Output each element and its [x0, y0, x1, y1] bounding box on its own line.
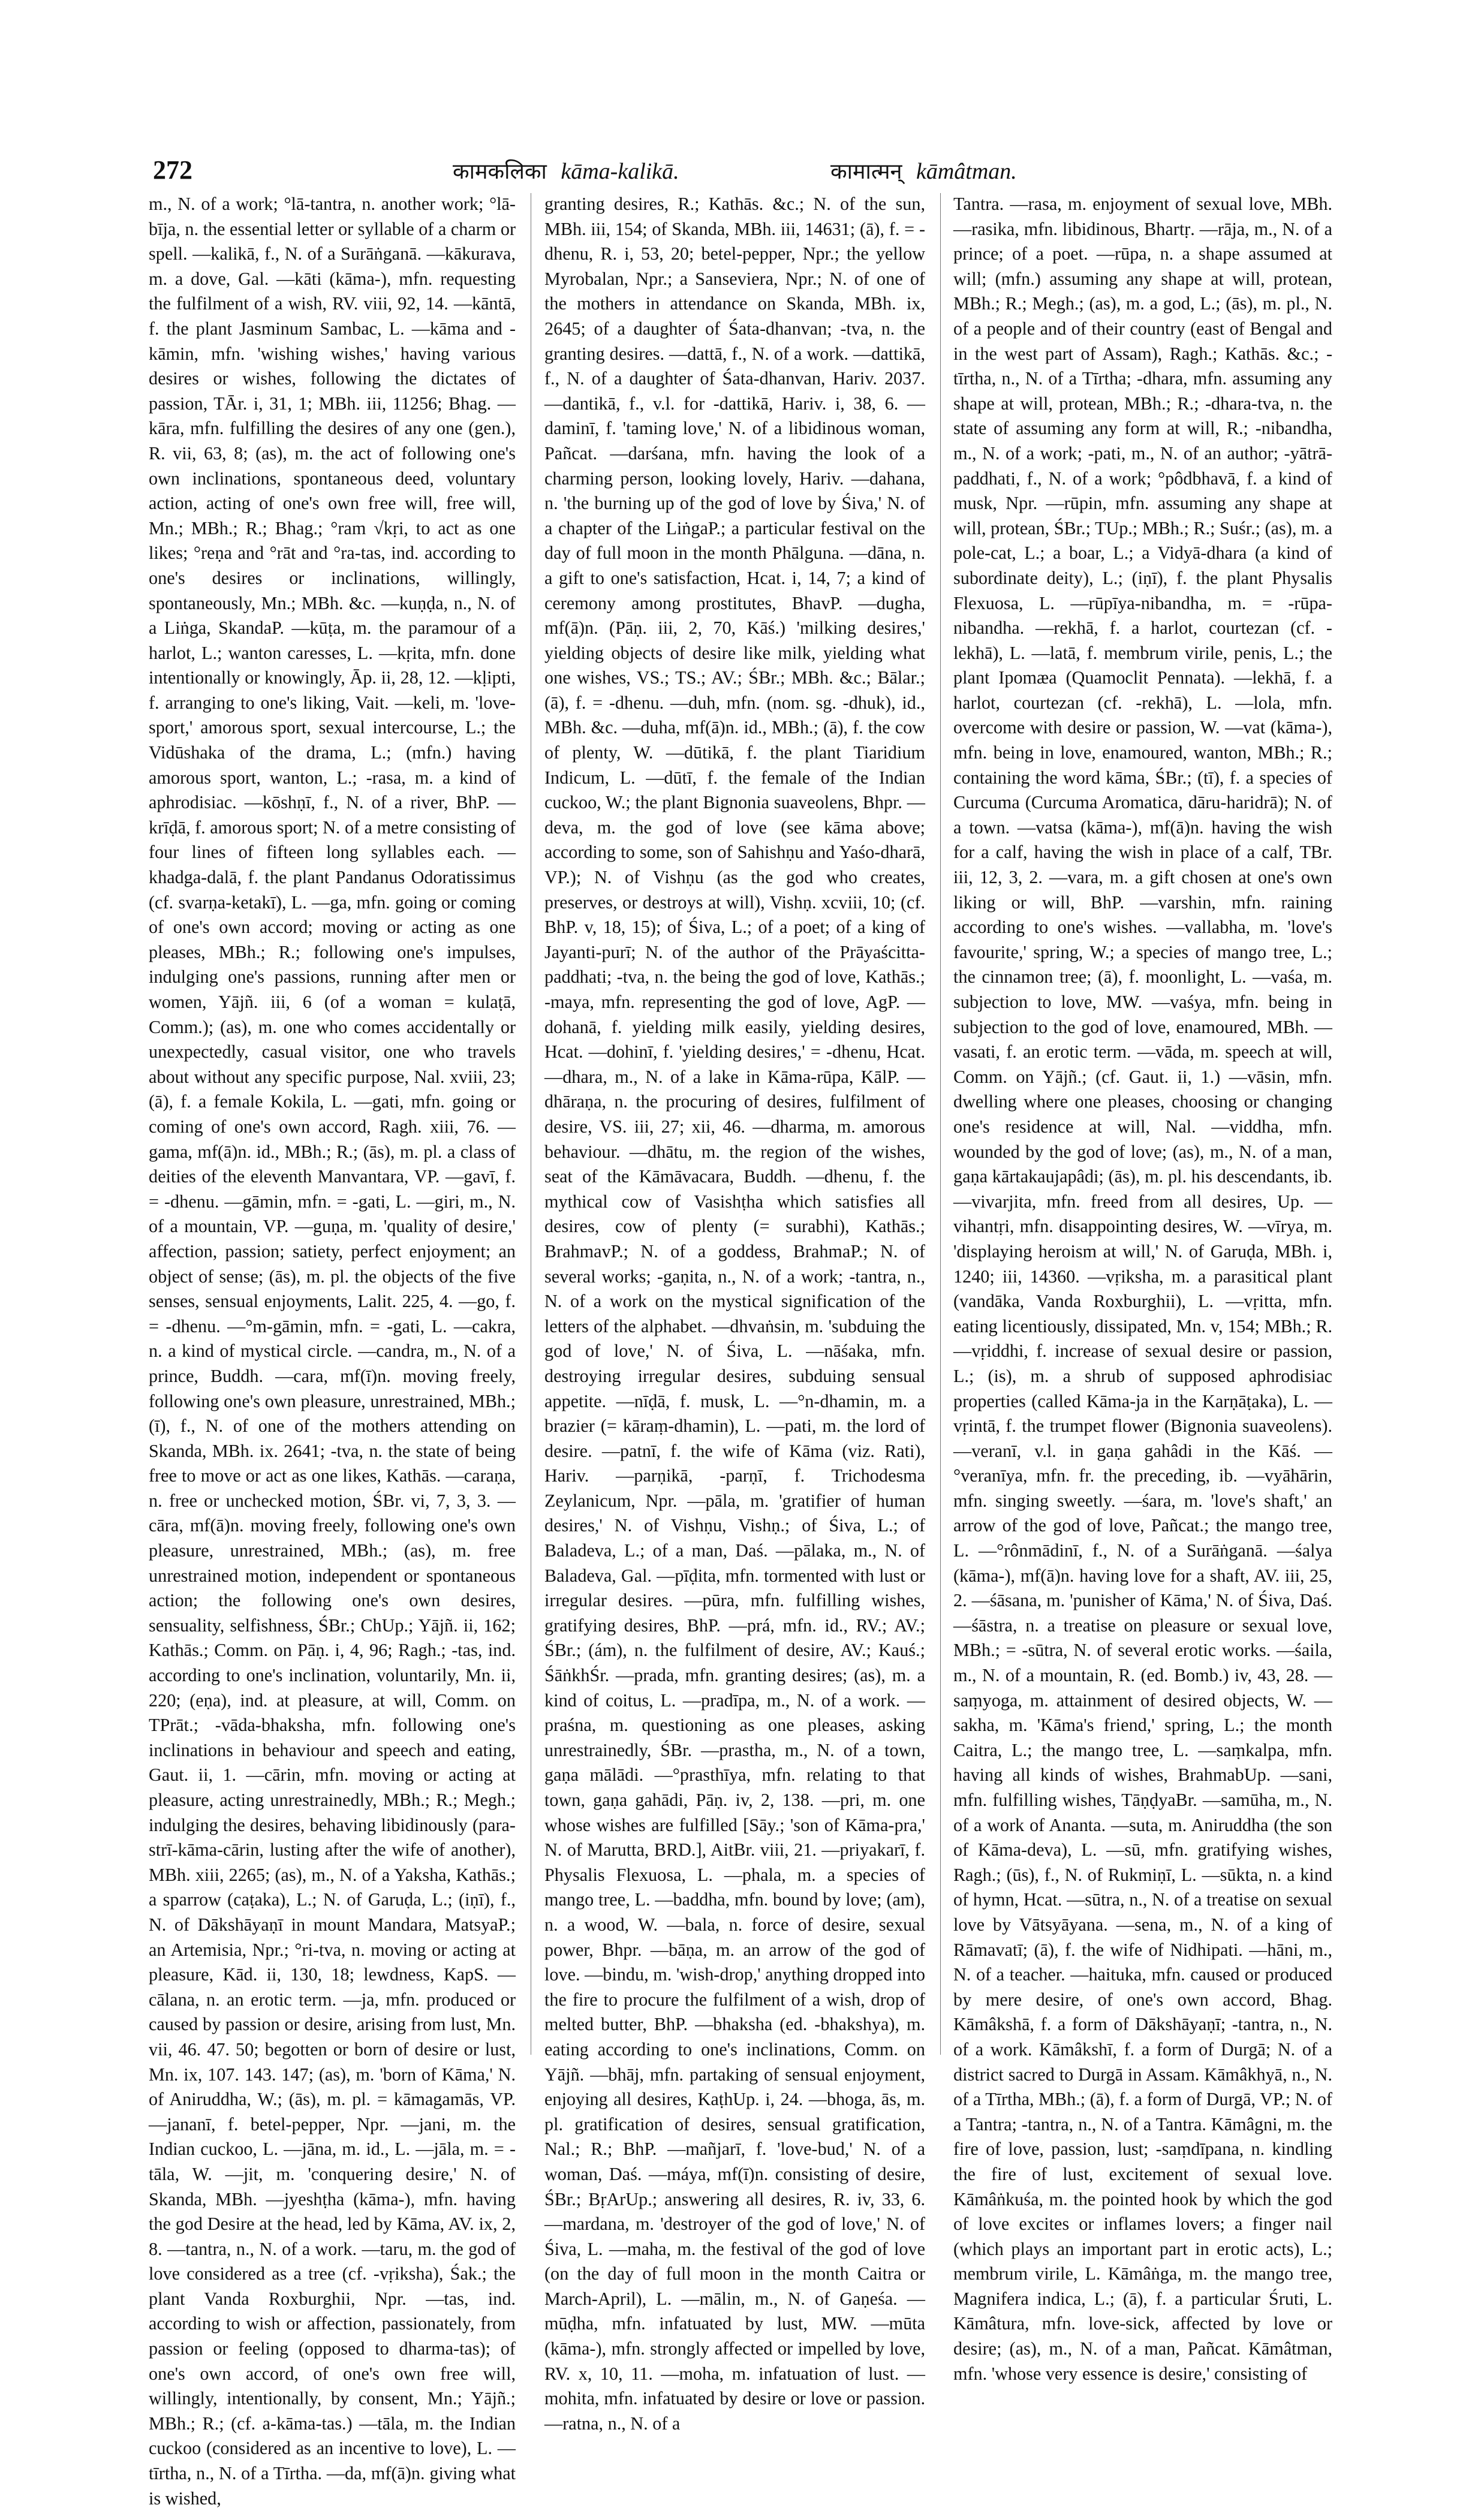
page-header — [153, 155, 1352, 188]
right-headword-transliteration: kāmâtman. — [916, 159, 1017, 184]
column-text: granting desires, R.; Kathās. &c.; N. of the sun, MBh. iii, 154; of Skanda, MBh. iii, 14631; (ā), f. = -dhenu, R. i, 53, 20; betel-pepper, Npr.; the yellow Myrobalan, Npr.; a Sanseviera, Npr.; N. of one of the mothers in attendance on Skanda, MBh. ix, 2645; of a daughter of Śata-dhanvan; -tva, n. the granting desires. —dattā, f., N. of a work. —dattikā, f., N. of a daughter of Śata-dhanvan, Hariv. 2037. —dantikā, f., v.l. for -dattikā, Hariv. i, 38, 6. —daminī, f. 'taming love,' N. of a libidinous woman, Pañcat. —darśana, mfn. having the look of a charming person, looking lovely, Hariv. —dahana, n. 'the burning up of the god of love by Śiva,' N. of a chapter of the LiṅgaP.; a particular festival on the day of full moon in the month Phālguna. —dāna, n. a gift to one's satisfaction, Hcat. i, 14, 7; a kind of ceremony among prostitutes, BhavP. —dugha, mf(ā)n. (Pāṇ. iii, 2, 70, Kāś.) 'milking desires,' yielding objects of desire like milk, yielding what one wishes, VS.; TS.; AV.; ŚBr.; MBh. &c.; Bālar.; (ā), f. = -dhenu. —duh, mfn. (nom. sg. -dhuk), id., MBh. &c. —duha, mf(ā)n. id., MBh.; (ā), f. the cow of plenty, W. —dūtikā, f. the plant Tiaridium Indicum, L. —dūtī, f. the female of the Indian cuckoo, W.; the plant Bignonia suaveolens, Bhpr. —deva, m. the god of love (see kāma above; according to some, son of Sahishṇu and Yaśo-dharā, VP.); N. of Vishṇu (as the god who creates, preserves, or destroys at will), Vishṇ. xcviii, 10; (cf. BhP. v, 18, 15); of Śiva, L.; of a poet; of a king of Jayanti-purī; N. of the author of the Prāyaścitta-paddhati; -tva, n. the being the god of love, Kathās.; -maya, mfn. representing the god of love, AgP. —dohanā, f. yielding milk easily, yielding desires, Hcat. —dohinī, f. 'yielding desires,' = -dhenu, Hcat. —dhara, m., N. of a lake in Kāma-rūpa, KālP. —dhāraṇa, n. the procuring of desires, fulfilment of desire, VS. iii, 27; xii, 46. —dharma, m. amorous behaviour. —dhātu, m. the region of the wishes, seat of the Kāmāvacara, Buddh. —dhenu, f. the mythical cow of Vasishṭha which satisfies all desires, cow of plenty (= surabhi), Kathās.; BrahmavP.; N. of a goddess, BrahmaP.; N. of several works; -gaṇita, n., N. of a work; -tantra, n., N. of a work on the mystical signification of the letters of the alphabet. —dhvaṅsin, m. 'subduing the god of love,' N. of Śiva, L. —nāśaka, mfn. destroying irregular desires, subduing sensual appetite. —nīḍā, f. musk, L. —°n-dhamin, m. a brazier (= kāraṃ-dhamin), L. —pati, m. the lord of desire. —patnī, f. the wife of Kāma (viz. Rati), Hariv. —parṇikā, -parṇī, f. Trichodesma Zeylanicum, Npr. —pāla, m. 'gratifier of human desires,' N. of Vishṇu, Vishṇ.; of Śiva, L.; of Baladeva, L.; of a man, Daś. —pālaka, m., N. of Baladeva, Gal. —pīḍita, mfn. tormented with lust or irregular desires. —pūra, mfn. fulfilling wishes, gratifying desires, BhP. —prá, mfn. id., RV.; AV.; ŚBr.; (ám), n. the fulfilment of desire, AV.; Kauś.; ŚāṅkhŚr. —prada, mfn. granting desires; (as), m. a kind of coitus, L. —pradīpa, m., N. of a work. —praśna, m. questioning as one pleases, asking unrestrainedly, ŚBr. —prastha, m., N. of a town, gaṇa mālādi. —°prasthīya, mfn. relating to that town, gaṇa gahādi, Pāṇ. iv, 2, 138. —pri, m. one whose wishes are fulfilled [Sāy.; 'son of Kāma-pra,' N. of Marutta, BRD.], AitBr. viii, 21. —priyakarī, f. Physalis Flexuosa, L. —phala, m. a species of mango tree, L. —baddha, mfn. bound by love; (am), n. a wood, W. —bala, n. force of desire, sexual power, Bhpr. —bāṇa, m. an arrow of the god of love. —bindu, m. 'wish-drop,' anything dropped into the fire to procure the fulfilment of a wish, drop of melted butter, BhP. —bhaksha (ed. -bhakshya), m. eating according to one's inclinations, Comm. on Yājñ. —bhāj, mfn. partaking of sensual enjoyment, enjoying all desires, KaṭhUp. i, 24. —bhoga, ās, m. pl. gratification of desires, sensual gratification, Nal.; R.; BhP. —mañjarī, f. 'love-bud,' N. of a woman, Daś. —máya, mf(ī)n. consisting of desire, ŚBr.; BṛArUp.; answering all desires, R. iv, 33, 6. —mardana, m. 'destroyer of the god of love,' N. of Śiva, L. —maha, m. the festival of the god of love (on the day of full moon in the month Caitra or March-April), L. —mālin, m., N. of Gaṇeśa. —mūḍha, mfn. infatuated by lust, MW. —mūta (kāma-), mfn. strongly affected or impelled by love, RV. x, 10, 11. —moha, m. infatuation of lust. —mohita, mfn. infatuated by desire or love or passion. —ratna, n., N. of a — [544, 194, 925, 2434]
column-divider — [940, 193, 941, 2055]
right-headword-devanagari: कामात्मन् — [830, 159, 902, 184]
right-running-headword — [830, 156, 1017, 185]
text-column-middle — [544, 192, 925, 2434]
left-headword-devanagari: कामकलिका — [453, 159, 547, 184]
column-text: m., N. of a work; °lā-tantra, n. another work; °lā-bīja, n. the essential letter or syllable of a charm or spell. —kalikā, f., N. of a Surāṅganā. —kākurava, m. a dove, Gal. —kāti (kāma-), mfn. requesting the fulfilment of a wish, RV. viii, 92, 14. —kāntā, f. the plant Jasminum Sambac, L. —kāma and -kāmin, mfn. 'wishing wishes,' having various desires or wishes, following the dictates of passion, TĀr. i, 31, 1; MBh. iii, 11256; Bhag. —kāra, mfn. fulfilling the desires of any one (gen.), R. vii, 63, 8; (as), m. the act of following one's own inclinations, spontaneous deed, voluntary action, acting of one's own free will, free will, Mn.; MBh.; R.; Bhag.; °ram √kṛi, to act as one likes; °reṇa and °rāt and °ra-tas, ind. according to one's desires or inclinations, willingly, spontaneously, Mn.; MBh. &c. —kuṇḍa, n., N. of a Liṅga, SkandaP. —kūṭa, m. the paramour of a harlot, L.; wanton caresses, L. —kṛita, mfn. done intentionally or knowingly, Āp. ii, 28, 12. —kḷipti, f. arranging to one's liking, Vait. —keli, m. 'love-sport,' amorous sport, sexual intercourse, L.; the Vidūshaka of the drama, L.; (mfn.) having amorous sport, wanton, L.; -rasa, m. a kind of aphrodisiac. —kōshṇī, f., N. of a river, BhP. —krīḍā, f. amorous sport; N. of a metre consisting of four lines of fifteen long syllables each. —khadga-dalā, f. the plant Pandanus Odoratissimus (cf. svarṇa-ketakī), L. —ga, mfn. going or coming of one's own accord; moving or acting as one pleases, MBh.; R.; following one's impulses, indulging one's passions, running after men or women, Yājñ. iii, 6 (of a woman = kulaṭā, Comm.); (as), m. one who comes accidentally or unexpectedly, casual visitor, one who travels about without any specific purpose, Nal. xviii, 23; (ā), f. a female Kokila, L. —gati, mfn. going or coming of one's own accord, Ragh. xiii, 76. —gama, mf(ā)n. id., MBh.; R.; (ās), m. pl. a class of deities of the eleventh Manvantara, VP. —gavī, f. = -dhenu. —gāmin, mfn. = -gati, L. —giri, m., N. of a mountain, VP. —guṇa, m. 'quality of desire,' affection, passion; satiety, perfect enjoyment; an object of sense; (ās), m. pl. the objects of the five senses, sensual enjoyments, Lalit. 225, 4. —go, f. = -dhenu. —°m-gāmin, mfn. = -gati, L. —cakra, n. a kind of mystical circle. —candra, m., N. of a prince, Buddh. —cara, mf(ī)n. moving freely, following one's own pleasure, unrestrained, MBh.; (ī), f., N. of one of the mothers attending on Skanda, MBh. ix. 2641; -tva, n. the state of being free to move or act as one likes, Kathās. —caraṇa, n. free or unchecked motion, ŚBr. vi, 7, 3, 3. —cāra, mf(ā)n. moving freely, following one's own pleasure, unrestrained, MBh.; (as), m. free unrestrained motion, independent or spontaneous action; the following one's own desires, sensuality, selfishness, ŚBr.; ChUp.; Yājñ. ii, 162; Kathās.; Comm. on Pāṇ. i, 4, 96; Ragh.; -tas, ind. according to one's inclination, voluntarily, Mn. ii, 220; (eṇa), ind. at pleasure, at will, Comm. on TPrāt.; -vāda-bhaksha, mfn. following one's inclinations in behaviour and speech and eating, Gaut. ii, 1. —cārin, mfn. moving or acting at pleasure, acting unrestrainedly, MBh.; R.; Megh.; indulging the desires, behaving libidinously (para-strī-kāma-cārin, lusting after the wife of another), MBh. xiii, 2265; (as), m., N. of a Yaksha, Kathās.; a sparrow (caṭaka), L.; N. of Garuḍa, L.; (iṇī), f., N. of Dākshāyaṇī in mount Mandara, MatsyaP.; an Artemisia, Npr.; °ri-tva, n. moving or acting at pleasure, Kād. ii, 130, 18; lewdness, KapS. —cālana, n. an erotic term. —ja, mfn. produced or caused by passion or desire, arising from lust, Mn. vii, 46. 47. 50; begotten or born of desire or lust, Mn. ix, 107. 143. 147; (as), m. 'born of Kāma,' N. of Aniruddha, W.; (ās), m. pl. = kāmagamās, VP. —jananī, f. betel-pepper, Npr. —jani, m. the Indian cuckoo, L. —jāna, m. id., L. —jāla, m. = -tāla, W. —jit, m. 'conquering desire,' N. of Skanda, MBh. —jyeshṭha (kāma-), mfn. having the god Desire at the head, led by Kāma, AV. ix, 2, 8. —tantra, n., N. of a work. —taru, m. the god of love considered as a tree (cf. -vṛiksha), Śak.; the plant Vanda Roxburghii, Npr. —tas, ind. according to wish or affection, passionately, from passion or feeling (opposed to dharma-tas); of one's own accord, of one's own free will, willingly, intentionally, by consent, Mn.; Yājñ.; MBh.; R.; (cf. a-kāma-tas.) —tāla, m. the Indian cuckoo (considered as an incentive to love), L. —tīrtha, n., N. of a Tīrtha. —da, mf(ā)n. giving what is wished, — [149, 194, 516, 2509]
left-running-headword — [453, 156, 679, 185]
page-number: 272 — [153, 155, 192, 185]
left-headword-transliteration: kāma-kalikā. — [561, 159, 679, 184]
column-text: Tantra. —rasa, m. enjoyment of sexual love, MBh. —rasika, mfn. libidinous, Bhartṛ. —rāja, m., N. of a prince; of a poet. —rūpa, n. a shape assumed at will; (mfn.) assuming any shape at will, protean, MBh.; R.; Megh.; (as), m. a god, L.; (ās), m. pl., N. of a people and of their country (east of Bengal and in the west part of Assam), Ragh.; Kathās. &c.; -tīrtha, n., N. of a Tīrtha; -dhara, mfn. assuming any shape at will, protean, MBh.; R.; -dhara-tva, n. the state of assuming any form at will, R.; -nibandha, m., N. of a work; -pati, m., N. of an author; -yātrā-paddhati, f., N. of a work; °pôdbhavā, f. a kind of musk, Npr. —rūpin, mfn. assuming any shape at will, protean, ŚBr.; TUp.; MBh.; R.; Suśr.; (as), m. a pole-cat, L.; a boar, L.; a Vidyā-dhara (a kind of subordinate deity), L.; (iṇī), f. the plant Physalis Flexuosa, L. —rūpīya-nibandha, m. = -rūpa-nibandha. —rekhā, f. a harlot, courtezan (cf. -lekhā), L. —latā, f. membrum virile, penis, L.; the plant Ipomæa (Quamoclit Pennata). —lekhā, f. a harlot, courtezan (cf. -rekhā), L. —lola, mfn. overcome with desire or passion, W. —vat (kāma-), mfn. being in love, enamoured, wanton, MBh.; R.; containing the word kāma, ŚBr.; (tī), f. a species of Curcuma (Curcuma Aromatica, dāru-haridrā); N. of a town. —vatsa (kāma-), mf(ā)n. having the wish for a calf, having the wish in place of a calf, TBr. iii, 12, 3, 2. —vara, m. a gift chosen at one's own liking or will, BhP. —varshin, mfn. raining according to one's wishes. —vallabha, m. 'love's favourite,' spring, W.; a species of mango tree, L.; the cinnamon tree; (ā), f. moonlight, L. —vaśa, m. subjection to love, MW. —vaśya, mfn. being in subjection to the god of love, enamoured, MBh. —vasati, f. an erotic term. —vāda, m. speech at will, Comm. on Yājñ.; (cf. Gaut. ii, 1.) —vāsin, mfn. dwelling where one pleases, choosing or changing one's residence at will, Nal. —viddha, mfn. wounded by the god of love; (as), m., N. of a man, gaṇa kārtakaujapâdi; (ās), m. pl. his descendants, ib. —vivarjita, mfn. freed from all desires, Up. —vihantṛi, mfn. disappointing desires, W. —vīrya, m. 'displaying heroism at will,' N. of Garuḍa, MBh. i, 1240; iii, 14360. —vṛiksha, m. a parasitical plant (vandāka, Vanda Roxburghii), L. —vṛitta, mfn. eating licentiously, dissipated, Mn. v, 154; MBh.; R. —vṛiddhi, f. increase of sexual desire or passion, L.; (is), m. a shrub of supposed aphrodisiac properties (called Kāma-ja in the Karṇāṭaka), L. —vṛintā, f. the trumpet flower (Bignonia suaveolens). —veranī, v.l. in gaṇa gahâdi in the Kāś. —°veranīya, mfn. fr. the preceding, ib. —vyāhārin, mfn. singing sweetly. —śara, m. 'love's shaft,' an arrow of the god of love, Pañcat.; the mango tree, L. —°rônmādinī, f., N. of a Surāṅganā. —śalya (kāma-), mf(ā)n. having love for a shaft, AV. iii, 25, 2. —śāsana, m. 'punisher of Kāma,' N. of Śiva, Daś. —śāstra, n. a treatise on pleasure or sexual love, MBh.; = -sūtra, N. of several erotic works. —śaila, m., N. of a mountain, R. (ed. Bomb.) iv, 43, 28. —saṃyoga, m. attainment of desired objects, W. —sakha, m. 'Kāma's friend,' spring, L.; the month Caitra, L.; the mango tree, L. —saṃkalpa, mfn. having all kinds of wishes, BrahmabUp. —sani, mfn. fulfilling wishes, TāṇḍyaBr. —samūha, m., N. of a work of Ananta. —suta, m. Aniruddha (the son of Kāma-deva), L. —sū, mfn. gratifying wishes, Ragh.; (ūs), f., N. of Rukmiṇī, L. —sūkta, n. a kind of hymn, Hcat. —sūtra, n., N. of a treatise on sexual love by Vātsyāyana. —sena, m., N. of a king of Rāmavatī; (ā), f. the wife of Nidhipati. —hāni, m., N. of a teacher. —haituka, mfn. caused or produced by mere desire, of one's own accord, Bhag. Kāmâkshā, f. a form of Dākshāyaṇī; -tantra, n., N. of a work. Kāmâkshī, f. a form of Durgā; N. of a district sacred to Durgā in Assam. Kāmâkhyā, n., N. of a Tīrtha, MBh.; (ā), f. a form of Durgā, VP.; N. of a Tantra; -tantra, n., N. of a Tantra. Kāmâgni, m. the fire of love, passion, lust; -saṃdīpana, n. kindling the fire of lust, excitement of sexual love. Kāmâṅkuśa, m. the pointed hook by which the god of love excites or inflames lovers; a finger nail (which plays an important part in erotic acts), L.; membrum virile, L. Kāmâṅga, m. the mango tree, Magnifera indica, L.; (ā), f. a particular Śruti, L. Kāmâtura, mfn. love-sick, affected by love or desire; (as), m., N. of a man, Pañcat. Kāmâtman, mfn. 'whose very essence is desire,' consisting of — [953, 194, 1332, 2384]
text-column-right — [953, 192, 1332, 2384]
text-column-left — [149, 192, 516, 2509]
